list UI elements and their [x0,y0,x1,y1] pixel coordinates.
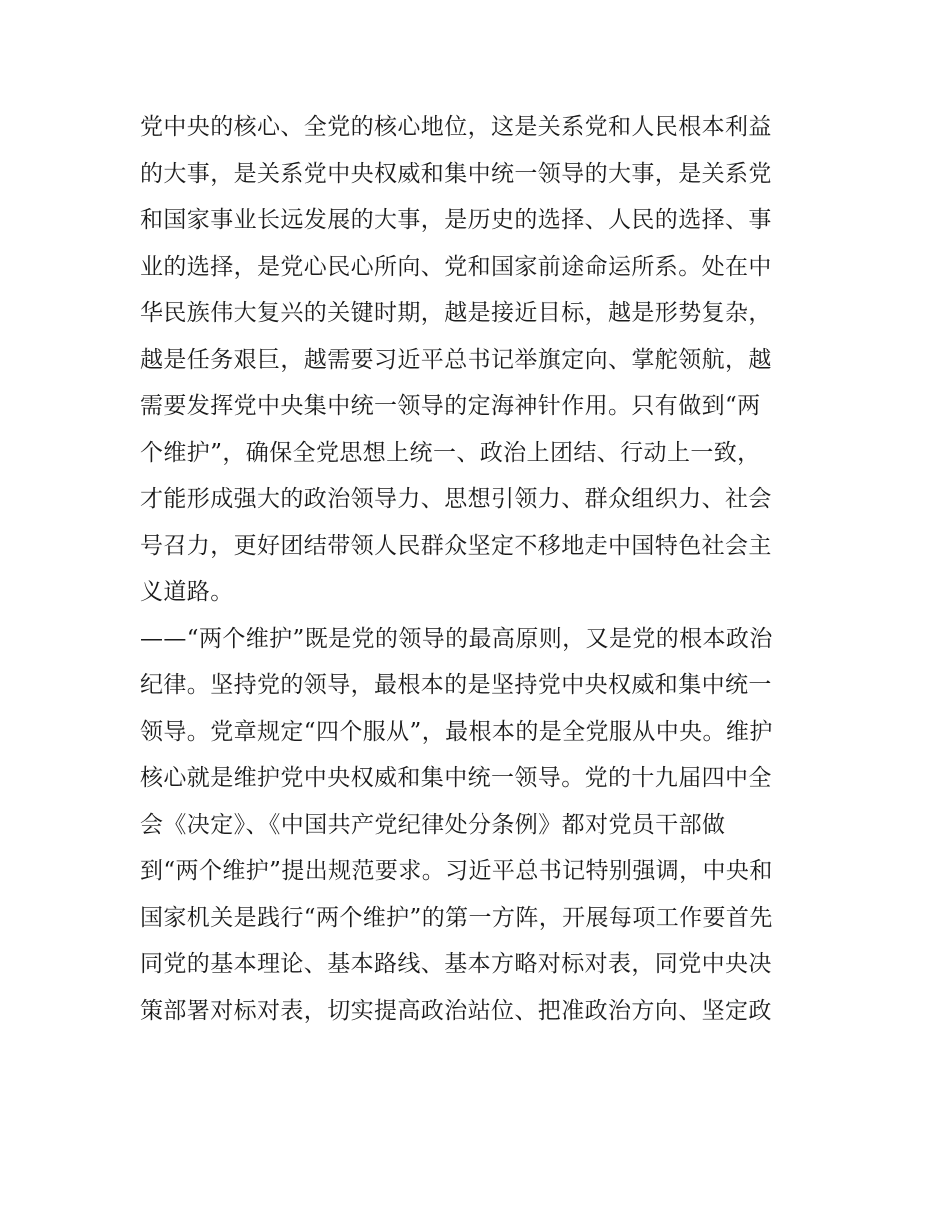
text-line: 领导。党章规定“四个服从”，最根本的是全党服从中央。维护 [140,718,773,745]
text-line: 党中央的核心、全党的核心地位，这是关系党和人民根本利益 [140,114,772,140]
text-line: 需要发挥党中央集中统一领导的定海神针作用。只有做到“两 [140,393,761,419]
text-line: 纪律。坚持党的领导，最根本的是坚持党中央权威和集中统一 [140,672,772,698]
text-line: 国家机关是践行“两个维护”的第一方阵，开展每项工作要首先 [140,904,773,931]
text-line: 和国家事业长远发展的大事，是历史的选择、人民的选择、事 [140,207,772,233]
text-line: ——“两个维护”既是党的领导的最高原则，又是党的根本政治 [140,625,773,652]
text-line: 业的选择，是党心民心所向、党和国家前途命运所系。处在中 [140,253,772,280]
text-line: 华民族伟大复兴的关键时期，越是接近目标，越是形势复杂， [140,300,772,326]
text-line: 同党的基本理论、基本路线、基本方略对标对表，同党中央决 [140,951,772,977]
body-text [140,104,820,1034]
text-line: 个维护”，确保全党思想上统一、政治上团结、行动上一致， [140,439,761,466]
text-line: 才能形成强大的政治领导力、思想引领力、群众组织力、社会 [140,486,772,512]
text-line: 的大事，是关系党中央权威和集中统一领导的大事，是关系党 [140,160,772,187]
text-line: 号召力，更好团结带领人民群众坚定不移地走中国特色社会主 [140,532,772,559]
text-line: 义道路。 [140,579,234,605]
text-line: 核心就是维护党中央权威和集中统一领导。党的十九届四中全 [140,765,772,791]
text-line: 会《决定》、《中国共产党纪律处分条例》都对党员干部做 [140,811,726,838]
text-line: 越是任务艰巨，越需要习近平总书记举旗定向、掌舵领航，越 [140,346,772,373]
text-line: 策部署对标对表，切实提高政治站位、把准政治方向、坚定政 [140,997,772,1024]
text-line: 到“两个维护”提出规范要求。习近平总书记特别强调，中央和 [140,858,773,884]
